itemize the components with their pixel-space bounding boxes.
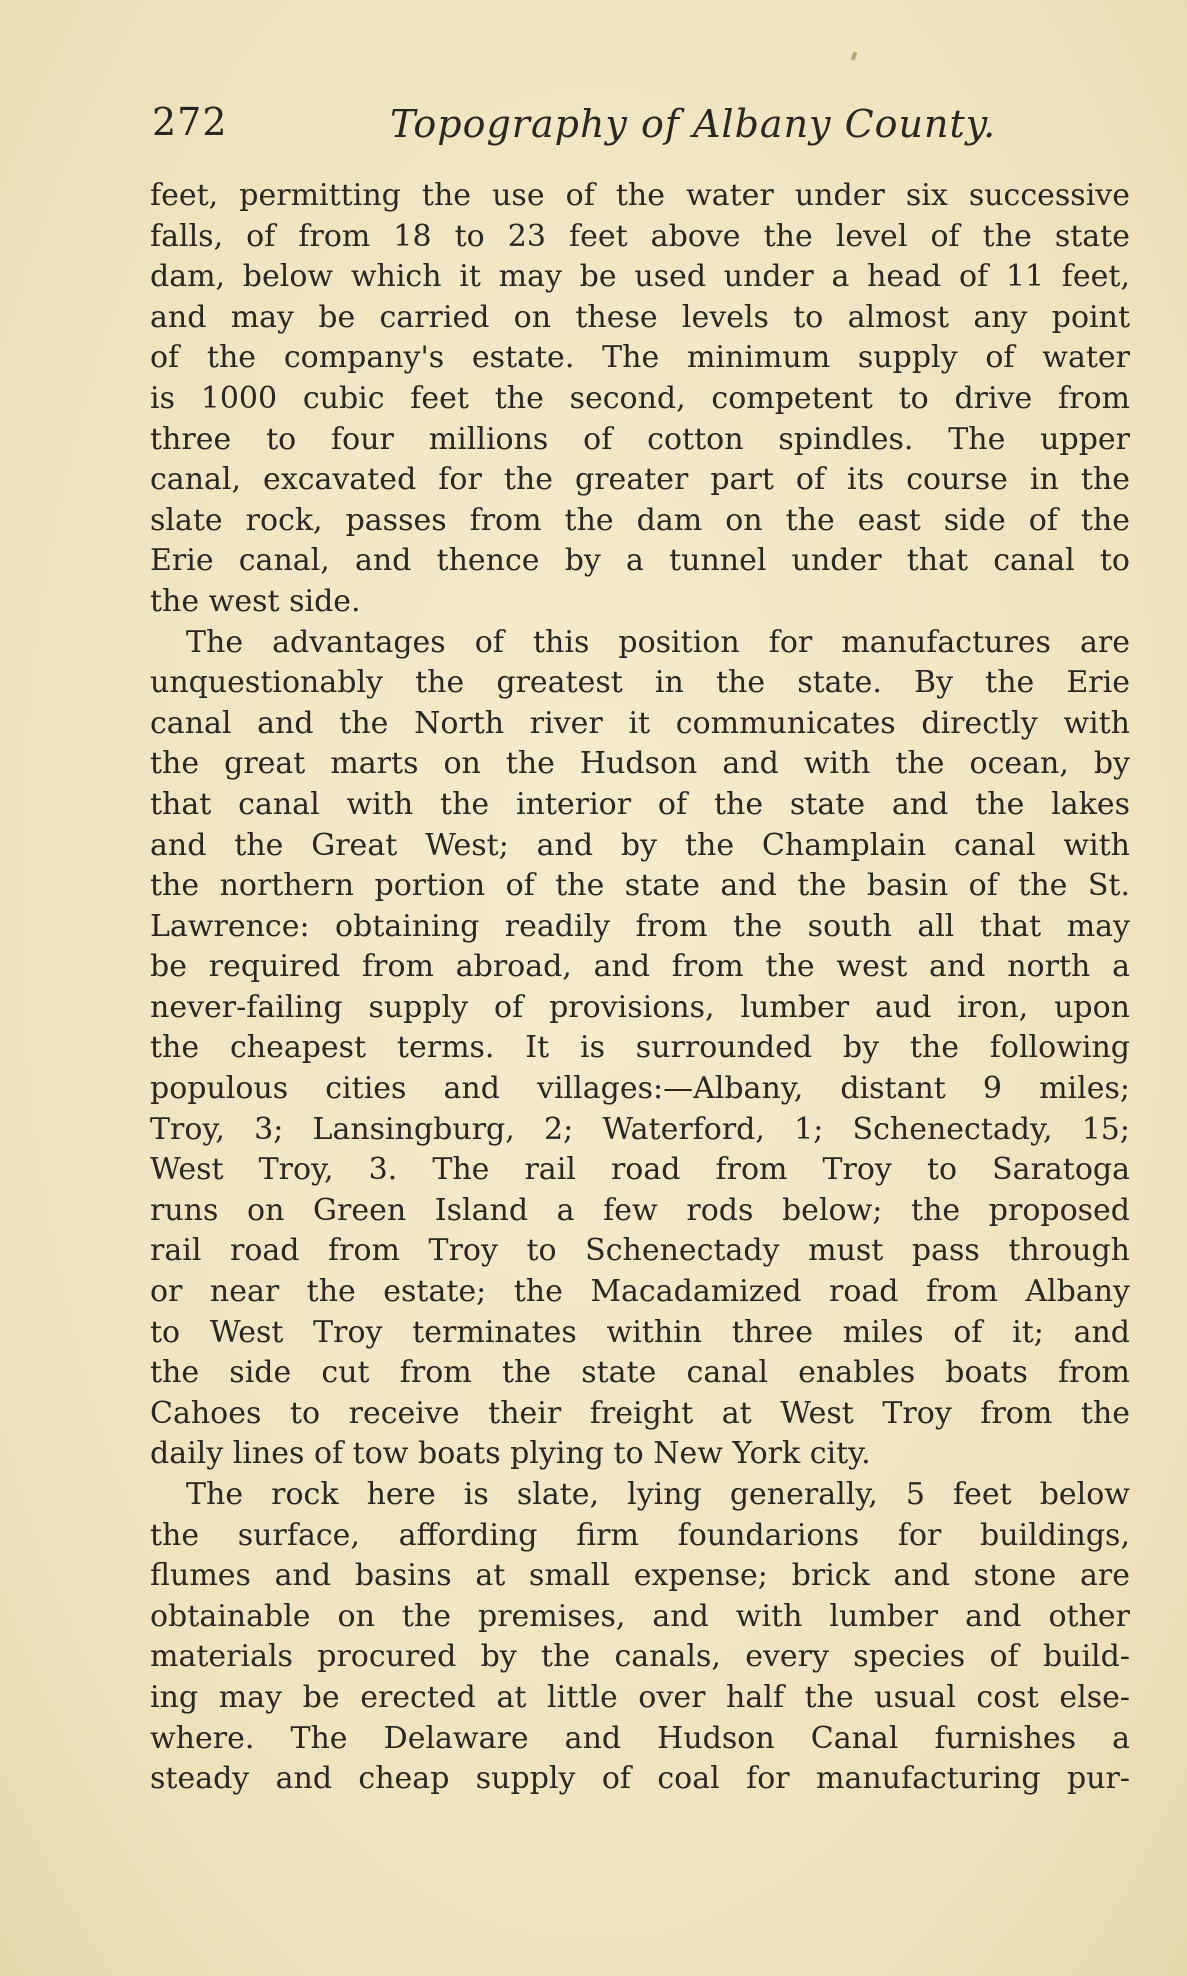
text-line: the cheapest terms. It is surrounded by the following <box>150 1030 1130 1066</box>
text-line: runs on Green Island a few rods below; the proposed <box>150 1192 1130 1228</box>
text-line: the surface, affording firm foundarions for buildings, <box>150 1517 1130 1553</box>
text-line: never-failing supply of provisions, lumber aud iron, upon <box>150 989 1130 1025</box>
text-line: and the Great West; and by the Champlain canal with <box>150 827 1130 863</box>
text-line: populous cities and villages:—Albany, distant 9 miles; <box>150 1071 1130 1107</box>
text-line: be required from abroad, and from the west and north a <box>150 949 1130 985</box>
text-line: unquestionably the greatest in the state. By the Erie <box>150 665 1130 701</box>
text-line: Cahoes to receive their freight at West Troy from the <box>150 1395 1130 1431</box>
text-line: the great marts on the Hudson and with the ocean, by <box>150 746 1130 782</box>
text-line: the side cut from the state canal enables boats from <box>150 1355 1130 1391</box>
text-line: to West Troy terminates within three miles of it; and <box>150 1314 1130 1350</box>
text-line: Troy, 3; Lansingburg, 2; Waterford, 1; Schenectady, 15; <box>150 1111 1130 1147</box>
ink-speck <box>851 52 857 61</box>
text-line: steady and cheap supply of coal for manufacturing pur- <box>150 1761 1130 1797</box>
page-number: 272 <box>152 100 228 144</box>
text-line: is 1000 cubic feet the second, competent to drive from <box>150 380 1130 416</box>
text-line: of the company's estate. The minimum supply of water <box>150 340 1130 376</box>
text-line: or near the estate; the Macadamized road from Albany <box>150 1274 1130 1310</box>
text-line: The advantages of this position for manufactures are <box>186 624 1130 660</box>
text-line: canal and the North river it communicates directly with <box>150 705 1130 741</box>
text-line: slate rock, passes from the dam on the east side of the <box>150 502 1130 538</box>
text-line: materials procured by the canals, every species of build- <box>150 1639 1130 1675</box>
text-line: where. The Delaware and Hudson Canal furnishes a <box>150 1720 1130 1756</box>
text-line: The rock here is slate, lying generally, 5 feet below <box>186 1477 1130 1512</box>
text-line: flumes and basins at small expense; brick and stone are <box>150 1558 1130 1594</box>
text-line: canal, excavated for the greater part of its course in the <box>150 462 1130 498</box>
page-header <box>152 100 1032 160</box>
body-text <box>150 176 1130 1800</box>
text-line: obtainable on the premises, and with lumber and other <box>150 1598 1130 1634</box>
running-head: Topography of Albany County. <box>390 102 997 146</box>
text-line: and may be carried on these levels to almost any point <box>150 299 1130 335</box>
text-line: that canal with the interior of the state and the lakes <box>150 786 1130 822</box>
text-line: the northern portion of the state and the basin of the St. <box>150 868 1130 904</box>
text-line: West Troy, 3. The rail road from Troy to Saratoga <box>150 1152 1130 1188</box>
text-line: Erie canal, and thence by a tunnel under that canal to <box>150 543 1130 579</box>
text-line: daily lines of tow boats plying to New York city. <box>150 1436 871 1472</box>
text-line: rail road from Troy to Schenectady must pass through <box>150 1233 1130 1269</box>
text-line: falls, of from 18 to 23 feet above the level of the state <box>150 218 1130 254</box>
text-line: feet, permitting the use of the water under six successive <box>150 178 1130 213</box>
text-line: three to four millions of cotton spindles. The upper <box>150 421 1130 457</box>
text-line: ing may be erected at little over half the usual cost else- <box>150 1679 1130 1715</box>
text-line: dam, below which it may be used under a head of 11 feet, <box>150 259 1130 295</box>
text-line: Lawrence: obtaining readily from the south all that may <box>150 908 1130 944</box>
text-line: the west side. <box>150 583 361 619</box>
